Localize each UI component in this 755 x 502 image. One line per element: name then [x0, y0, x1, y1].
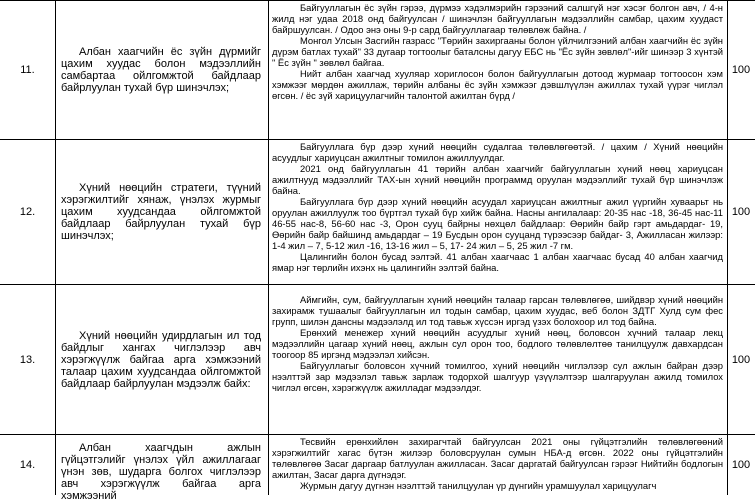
- row-description: [268, 435, 727, 495]
- row-number: 12.: [19, 206, 36, 218]
- table-row: [0, 284, 755, 434]
- table-row: [0, 139, 755, 284]
- row-number: 14.: [19, 459, 36, 471]
- description-paragraph: Байгууллага бүр дээр хүний нөөцийн судалгаа төлөвлөгөөтэй. / цахим / Хүний нөөцийн асуудлыг хариуцсан ажилтныг томилон ажиллуулдаг.: [272, 141, 723, 163]
- row-description: [268, 140, 727, 284]
- row-title: Хүний нөөцийн стратеги, түүний хэрэгжилтийг хянаж, үнэлэх журмыг цахим хуудсандаа ойлгомжтой байдлаар байрлуулан тухай бүр шинэчлэх;: [61, 182, 261, 242]
- description-paragraph: Монгол Улсын Засгийн газрасс "Төрийн захиргааны болон үйлчилгээний албан хаагчийн ёс зүйн дүрэм батлах тухай" 33 дугаар тогтоолыг баталсны дагуу ЕБС нь "Ёс зүйн зөвлөл"-ийг шинээр 3 хүнтэй " Ёс зүйн " зөвлөл байгаа.: [272, 35, 723, 68]
- description-paragraph: Нийт албан хаагчад хууляар хориглосон болон байгууллагын дотоод журмаар тогтоосон хэм хэмжээг мөрдөн ажиллаж, төрийн албаны ёс зүйн хэмжээг дэвшлүүлэн ажиллах тухай үүрэг чиглэл өгсөн. / ёс зүй харицуулагчийн талонтой ажилтан бүрд /: [272, 68, 723, 101]
- table-row: [0, 434, 755, 502]
- row-description: [268, 285, 727, 434]
- row-title: Хүний нөөцийн удирдлагын ил тод байдлыг хангах чиглэлээр авч хэрэгжүүлж байгаа арга хэмжээний талаар цахим хуудсандаа ойлгомжтой байдлаар байрлуулан мэдээлж байх:: [61, 329, 261, 390]
- description-paragraph: Журмын дагуу дүгнэн нээлттэй танилцуулан үр дүнгийн урамшуулал харицуулагч: [300, 480, 657, 491]
- row-title: Албан хаагчдын ажлын гүйцэтгэлийг үнэлэх үйл ажиллагааг үнэн зөв, шударга болгох чиглэлээр авч хэрэгжүүлж байгаа арга хэмжээний: [61, 442, 261, 502]
- description-paragraph: Ерөнхий менежер хүний нөөцийн асуудлыг хүний нөөц, боловсон хүчний талаар лекц мэдээллийн цагаар хүний нөөц, ажлын сул орон тоо, бодлого төлөвлөлтөө танилцуулж давхардсан тоогоор 85 иргэнд мэдээлэл хийсэн.: [272, 327, 723, 360]
- row-score: 100: [731, 64, 751, 76]
- table-row: [0, 0, 755, 139]
- description-paragraph: Байгууллагыг боловсон хүчний томилгоо, хүний нөөцийн чиглэлээр сул ажлын байран дээр нээлттэй зар мэдээлэл тавьж зарлаж тодорхой шалгуур үзүүлэлтээр шалгаруулан ажилд томилох чиглэл өгсөн, хэрэгжүүлж ажилладаг мэдээлдэг.: [272, 360, 723, 393]
- description-paragraph: Цалингийн болон бусад ээлтэй. 41 албан хаагчаас 1 албан хаагчаас бусад 40 албан хаагчид ямар нэг төрлийн ихэнх нь цалингийн ээлтэй байна.: [272, 251, 723, 273]
- row-number: 13.: [19, 353, 36, 366]
- row-title: Албан хаагчийн ёс зүйн дүрмийг цахим хуудас болон мэдээллийн самбартаа ойлгомжтой байдлаар байрлуулан тухай бүр шинэчлэх;: [61, 46, 261, 94]
- description-paragraph: Байгууллагын ёс зүйн гэрээ, дүрмээ хэдэлмэрийн гэрээний салшгүй нэг хэсэг болгон авч, / 4-н жилд нэг удаа 2018 онд байгуулсан / шинэчлэн байгууллагын мэдээллийн самбар, цахим хуудаст байршуулсан. / Одоо энэ оны 9-р сард байгууллагаар төлөвлөж байна. /: [272, 2, 723, 35]
- row-description: [268, 1, 727, 139]
- description-paragraph: Аймгийн, сум, байгууллагын хүний нөөцийн талаар гарсан төлөвлөгөө, шийдвэр хүний нөөцийн захирамж тушаалыг байгууллагын ил тодын самбар, цахим хуудас, веб болон ЗДТГ Хулд сум фес групп, шилэн дансны мэдээлэлд ил тод тавьж хүссэн иргэд үзэх болохоор ил тод байна.: [272, 294, 723, 327]
- description-paragraph: 2021 онд байгууллагын 41 төрийн албан хаагчийг байгууллагын хүний нөөц хариуцсан ажилтнууд мэдээллийг ТАХ-ын хүний нөөцийн программд оруулан мэдээллийг тухай бүр шинэчлэж байна.: [272, 163, 723, 196]
- row-score: 100: [731, 206, 751, 218]
- row-score: 100: [731, 353, 751, 366]
- row-number: 11.: [20, 64, 35, 76]
- row-score: 100: [731, 459, 751, 471]
- description-paragraph: Тесвийн ерөнхийлөн захирагчтай байгуулсан 2021 оны гүйцэтгэлийн төлөвлөгөөний хэрэгжилтийг хагас бүтэн жилээр боловсруулан сумын НБА-д өгсөн. 2022 оны гүйцэтгэлийн төлөвлөгөө Засаг даргаар батлуулан ажилласан. Засаг даргатай байгуулсан гэрээг Нийтийн бодлогын ажилтан, Засаг дарга дүгнэдэг.: [272, 436, 723, 480]
- description-paragraph: Байгууллага бүр дээр хүний нөөцийн асуудал хариуцсан ажилтныг ажил үүргийн хуваарьт нь оруулан ажиллуулж тоо бүртгэл тухай бүр хийж байна. Насны ангилалаар: 20-35 нас -18, 36-45 нас-11 46-55 нас-8, 56-60 нас -3, Орон сууц байрны нөхцөл байдлаар: Өөрийн байр гэрт амьдардаг- 19, Өөрийн байр байшинд амьдардаг – 19 Бусдын орон сууцанд түрээсээр байдаг- 3, Ажилласан жилээр: 1-4 жил – 7, 5-12 жил -16, 13-16 жил – 5, 17- 24 жил – 5, 25 жил -7 гм.: [272, 196, 723, 251]
